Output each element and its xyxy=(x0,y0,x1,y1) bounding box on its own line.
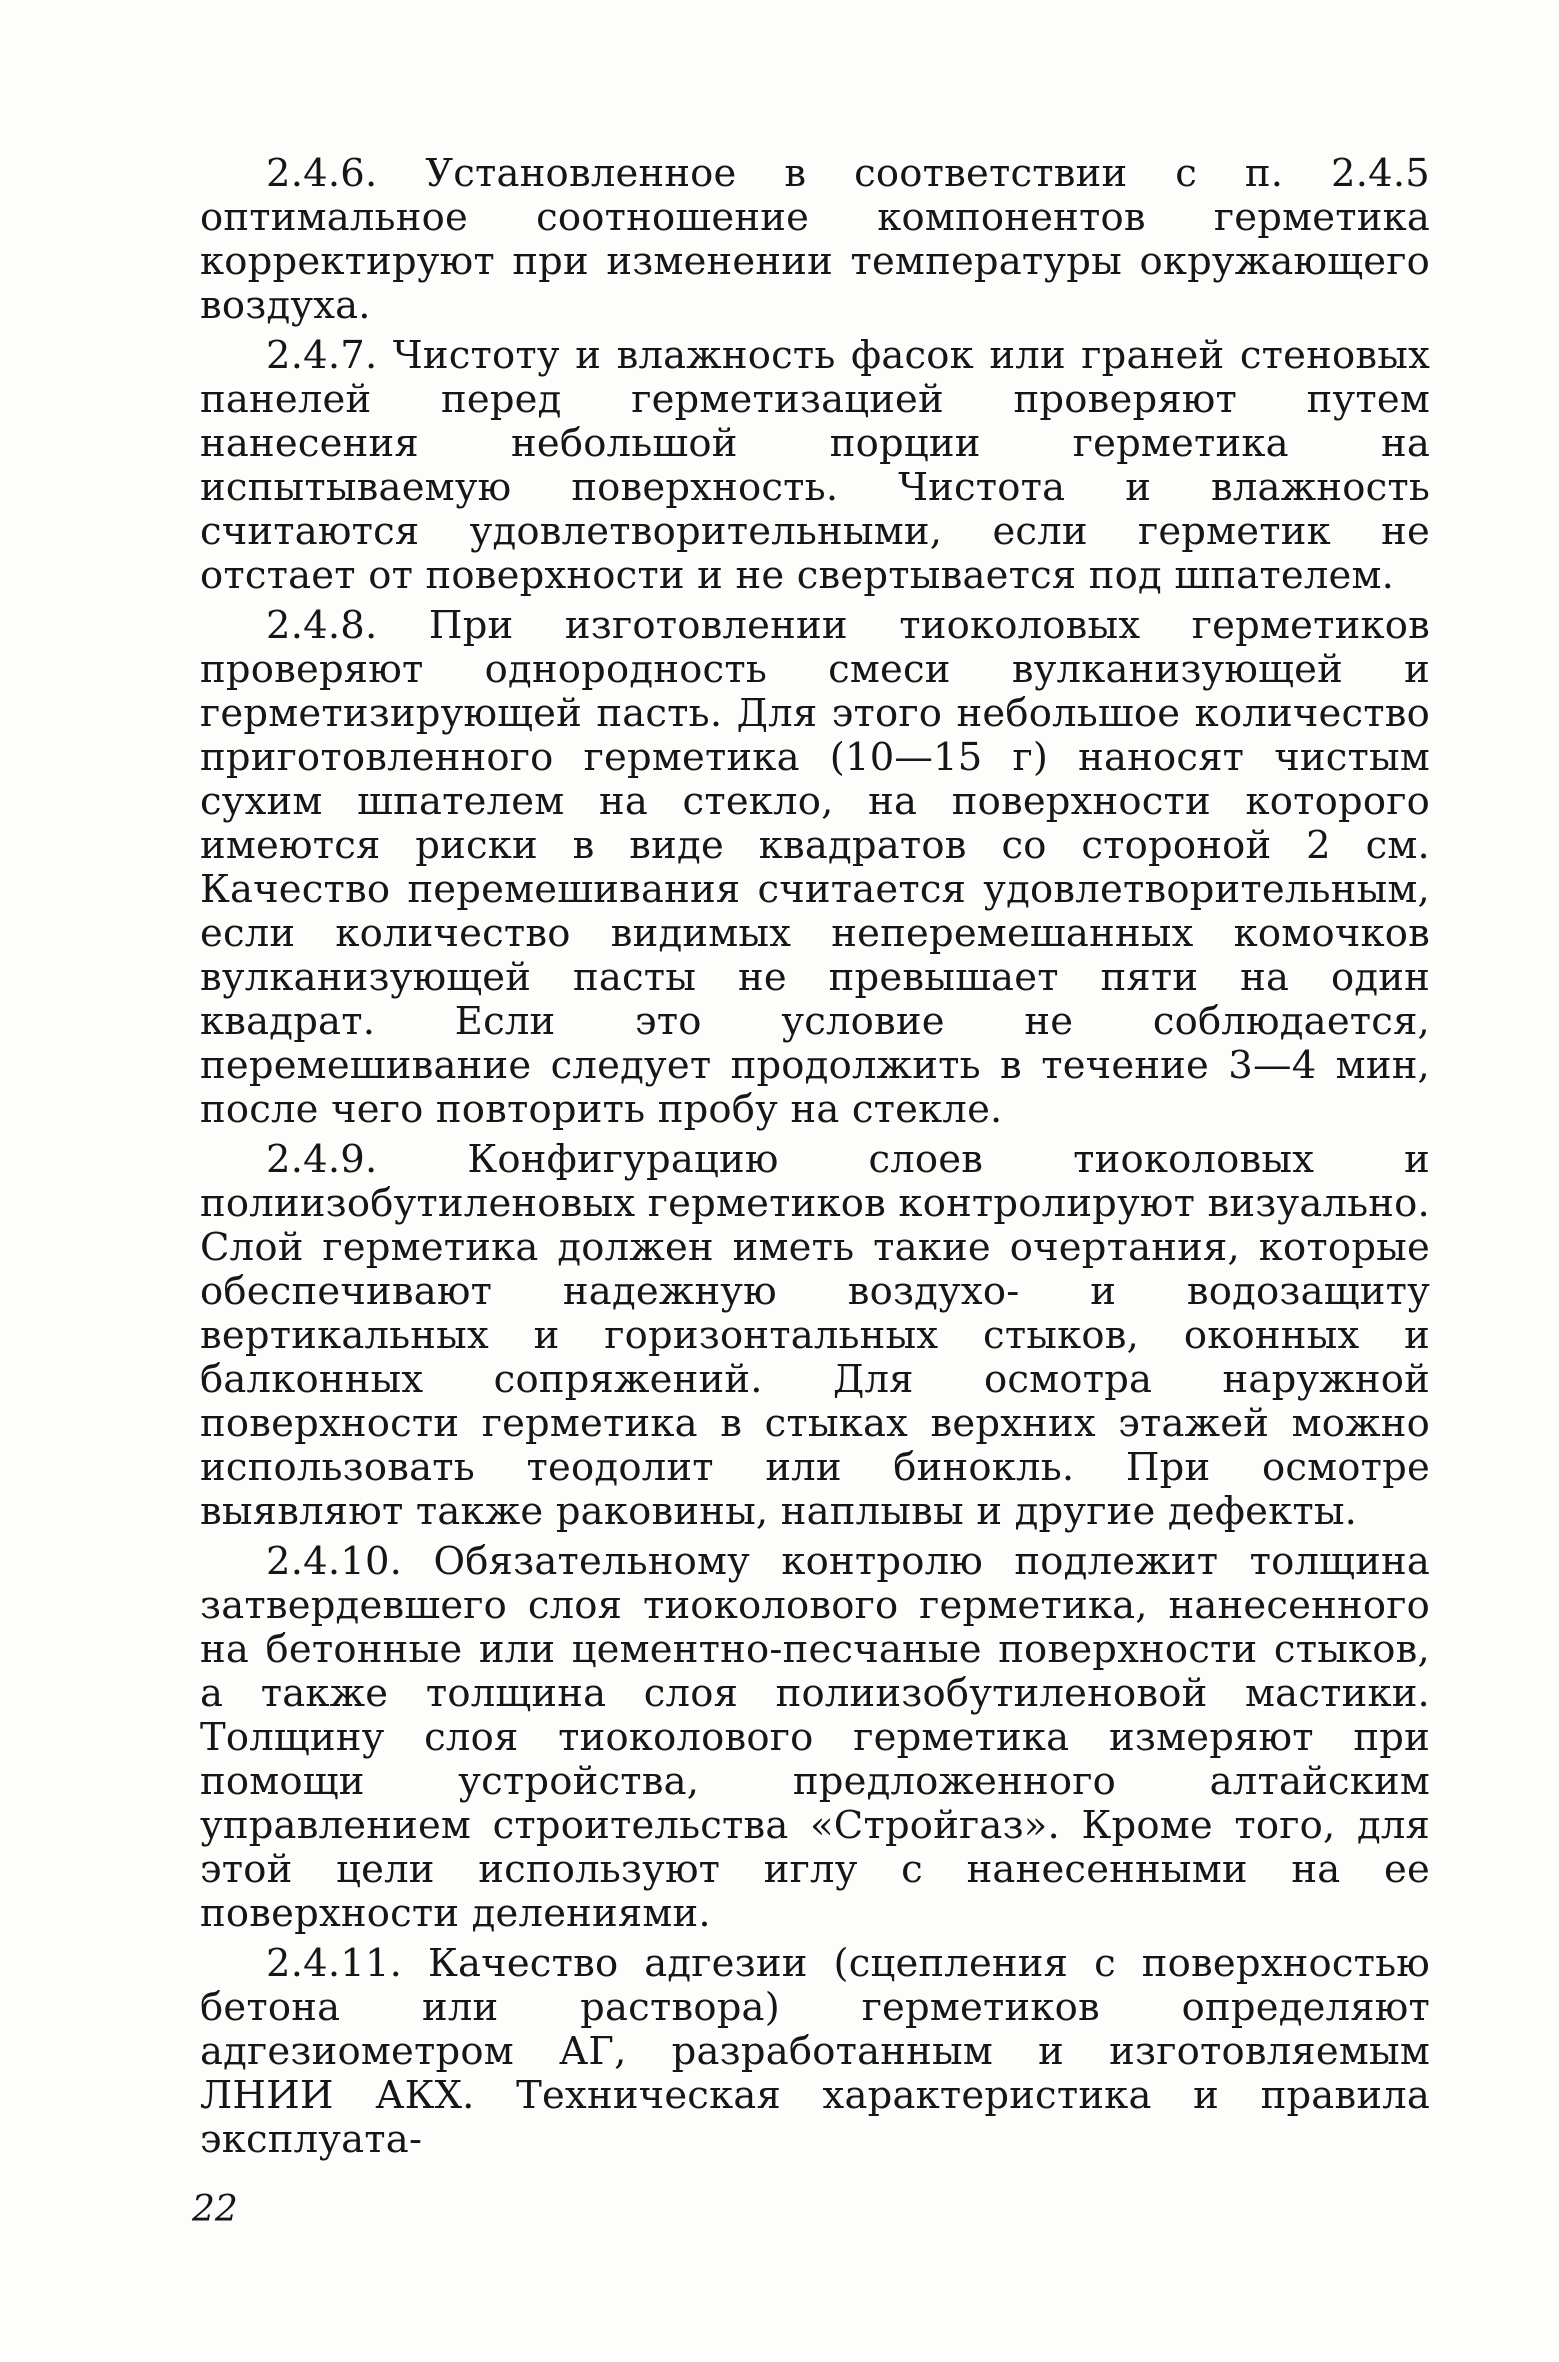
paragraph-2-4-11: 2.4.11. Качество адгезии (сцепления с поверхностью бетона или раствора) герметиков определяют адгезиометром АГ, разработанным и изготовляемым ЛНИИ АКХ. Техническая характеристика и правила эксплуата- xyxy=(200,1941,1430,2162)
page-number: 22 xyxy=(192,2189,238,2230)
paragraph-2-4-10: 2.4.10. Обязательному контролю подлежит толщина затвердевшего слоя тиоколового герметика, нанесенного на бетонные или цементно-песчаные поверхности стыков, а также толщина слоя полиизобутиленовой мастики. Толщину слоя тиоколового герметика измеряют при помощи устройства, предложенного алтайским управлением строительства «Стройгаз». Кроме того, для этой цели используют иглу с нанесенными на ее поверхности делениями. xyxy=(200,1539,1430,1936)
paragraph-2-4-9: 2.4.9. Конфигурацию слоев тиоколовых и полиизобутиленовых герметиков контролируют визуально. Слой герметика должен иметь такие очертания, которые обеспечивают надежную воздухо- и водозащиту вертикальных и горизонтальных стыков, оконных и балконных сопряжений. Для осмотра наружной поверхности герметика в стыках верхних этажей можно использовать теодолит или бинокль. При осмотре выявляют также раковины, наплывы и другие дефекты. xyxy=(200,1137,1430,1534)
paragraph-2-4-6: 2.4.6. Установленное в соответствии с п. 2.4.5 оптимальное соотношение компонентов герметика корректируют при изменении температуры окружающего воздуха. xyxy=(200,151,1430,328)
body-text xyxy=(200,152,1430,2162)
paragraph-2-4-8: 2.4.8. При изготовлении тиоколовых герметиков проверяют однородность смеси вулканизующей и герметизирующей пасть. Для этого небольшое количество приготовленного герметика (10—15 г) наносят чистым сухим шпателем на стекло, на поверхности которого имеются риски в виде квадратов со стороной 2 см. Качество перемешивания считается удовлетворительным, если количество видимых неперемешанных комочков вулканизующей пасты не превышает пяти на один квадрат. Если это условие не соблюдается, перемешивание следует продолжить в течение 3—4 мин, после чего повторить пробу на стекле. xyxy=(200,603,1430,1132)
paragraph-2-4-7: 2.4.7. Чистоту и влажность фасок или граней стеновых панелей перед герметизацией проверяют путем нанесения небольшой порции герметика на испытываемую поверхность. Чистота и влажность считаются удовлетворительными, если герметик не отстает от поверхности и не свертывается под шпателем. xyxy=(200,333,1430,598)
